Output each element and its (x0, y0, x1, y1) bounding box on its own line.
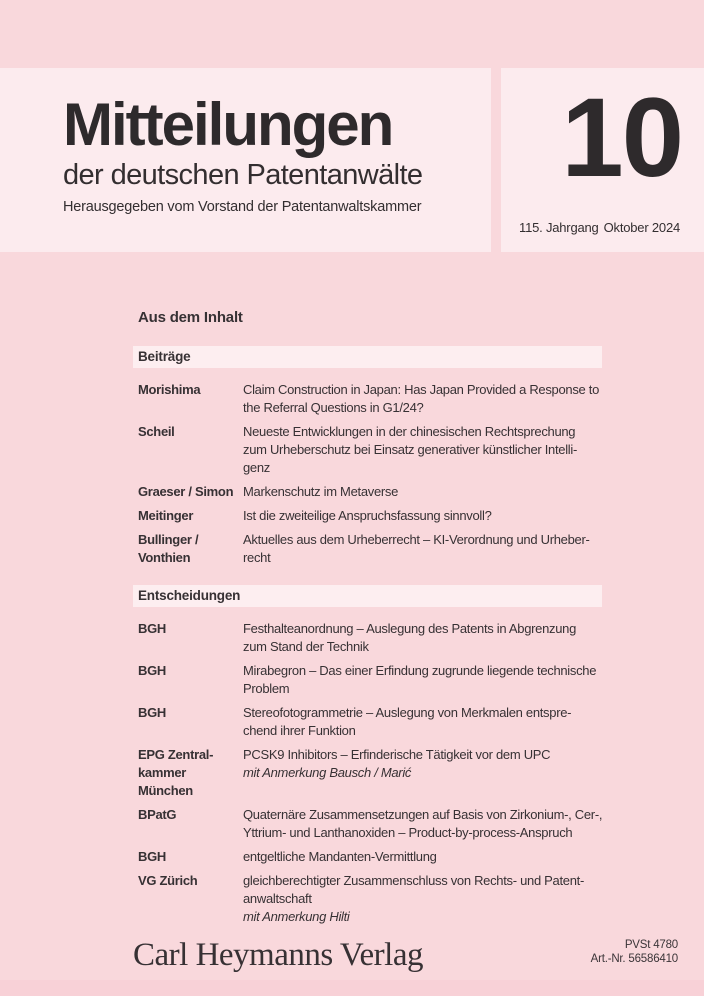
pvst-number: PVSt 4780 (624, 939, 678, 951)
entries-beitraege (133, 381, 602, 567)
entry-author: Meitinger (138, 508, 194, 523)
entry-author: Morishima (138, 382, 201, 397)
entry-title: Quaternäre Zusammensetzungen auf Basis von Zirkonium-, Cer-, Yttrium- und Lanthanoxiden – Product-by-process-Anspruch (243, 807, 603, 840)
toc-entry (133, 704, 602, 740)
postal-codes (591, 938, 678, 966)
entry-court: BGH (138, 621, 166, 636)
entry-note: mit Anmerkung Hilti (243, 909, 350, 924)
entry-court: BGH (138, 663, 166, 678)
entry-title: Neueste Entwicklungen in der chinesischen Rechtsprechung zum Urheberschutz bei Einsatz generativer künstlicher Intelli- genz (243, 424, 578, 475)
toc-entry (133, 483, 602, 501)
toc-entry (133, 381, 602, 417)
entry-title: Markenschutz im Metaverse (243, 484, 399, 499)
entry-court: BPatG (138, 807, 177, 822)
masthead-title-panel (0, 68, 491, 252)
cover-footer (133, 935, 678, 975)
entry-title: Ist die zweiteilige Anspruchsfassung sinnvoll? (243, 508, 492, 523)
journal-publisher-line: Herausgegeben vom Vorstand der Patentanwaltskammer (63, 198, 422, 215)
section-entscheidungen (133, 585, 602, 926)
issue-number: 10 (561, 75, 682, 200)
entry-author: Bullinger / Vonthien (138, 532, 199, 565)
journal-subtitle: der deutschen Patentanwälte (63, 159, 423, 192)
toc-entry (133, 848, 602, 866)
entries-entscheidungen (133, 620, 602, 926)
publisher-logo-text: Carl Heymanns Verlag (133, 937, 423, 973)
toc-entry (133, 662, 602, 698)
entry-title: Festhalteanordnung – Auslegung des Patents in Abgrenzung zum Stand der Technik (243, 621, 577, 654)
entry-court: BGH (138, 705, 166, 720)
toc-entry (133, 872, 602, 926)
entry-title: Aktuelles aus dem Urheberrecht – KI-Verordnung und Urheber- recht (243, 532, 590, 565)
section-band-beitraege: Beiträge (133, 346, 602, 368)
entry-court: VG Zürich (138, 873, 198, 888)
entry-note: mit Anmerkung Bausch / Marić (243, 765, 412, 780)
entry-title: PCSK9 Inhibitors – Erfinderische Tätigkeit vor dem UPC (243, 747, 551, 762)
entry-title: Claim Construction in Japan: Has Japan Provided a Response to the Referral Questions in G1/24? (243, 382, 600, 415)
contents-heading: Aus dem Inhalt (138, 309, 243, 326)
entry-title: gleichberechtigter Zusammenschluss von Rechts- und Patent- anwaltschaft (243, 873, 584, 906)
entry-title: entgeltliche Mandanten-Vermittlung (243, 849, 437, 864)
entry-court: EPG Zentral- kammer München (138, 747, 214, 798)
article-number: Art.-Nr. 56586410 (590, 953, 678, 965)
issue-month: Oktober 2024 (603, 220, 680, 235)
entry-author: Scheil (138, 424, 175, 439)
toc-entry (133, 620, 602, 656)
masthead-issue-panel (501, 68, 704, 252)
bottom-edge-strip (0, 980, 704, 996)
toc-entry (133, 507, 602, 525)
volume-label: 115. Jahrgang (519, 220, 599, 235)
entry-court: BGH (138, 849, 166, 864)
section-band-entscheidungen: Entscheidungen (133, 585, 602, 607)
toc-entry (133, 423, 602, 477)
masthead (0, 68, 704, 252)
journal-title: Mitteilungen (63, 91, 393, 158)
entry-author: Graeser / Simon (138, 484, 234, 499)
entry-title: Stereofotogrammetrie – Auslegung von Merkmalen entspre- chend ihrer Funktion (243, 705, 572, 738)
table-of-contents (133, 252, 602, 937)
toc-entry (133, 806, 602, 842)
toc-entry (133, 531, 602, 567)
volume-line (519, 220, 680, 235)
masthead-panel-divider (491, 68, 501, 252)
section-beitraege (133, 346, 602, 567)
toc-entry (133, 746, 602, 800)
entry-title: Mirabegron – Das einer Erfindung zugrunde liegende technische Problem (243, 663, 597, 696)
